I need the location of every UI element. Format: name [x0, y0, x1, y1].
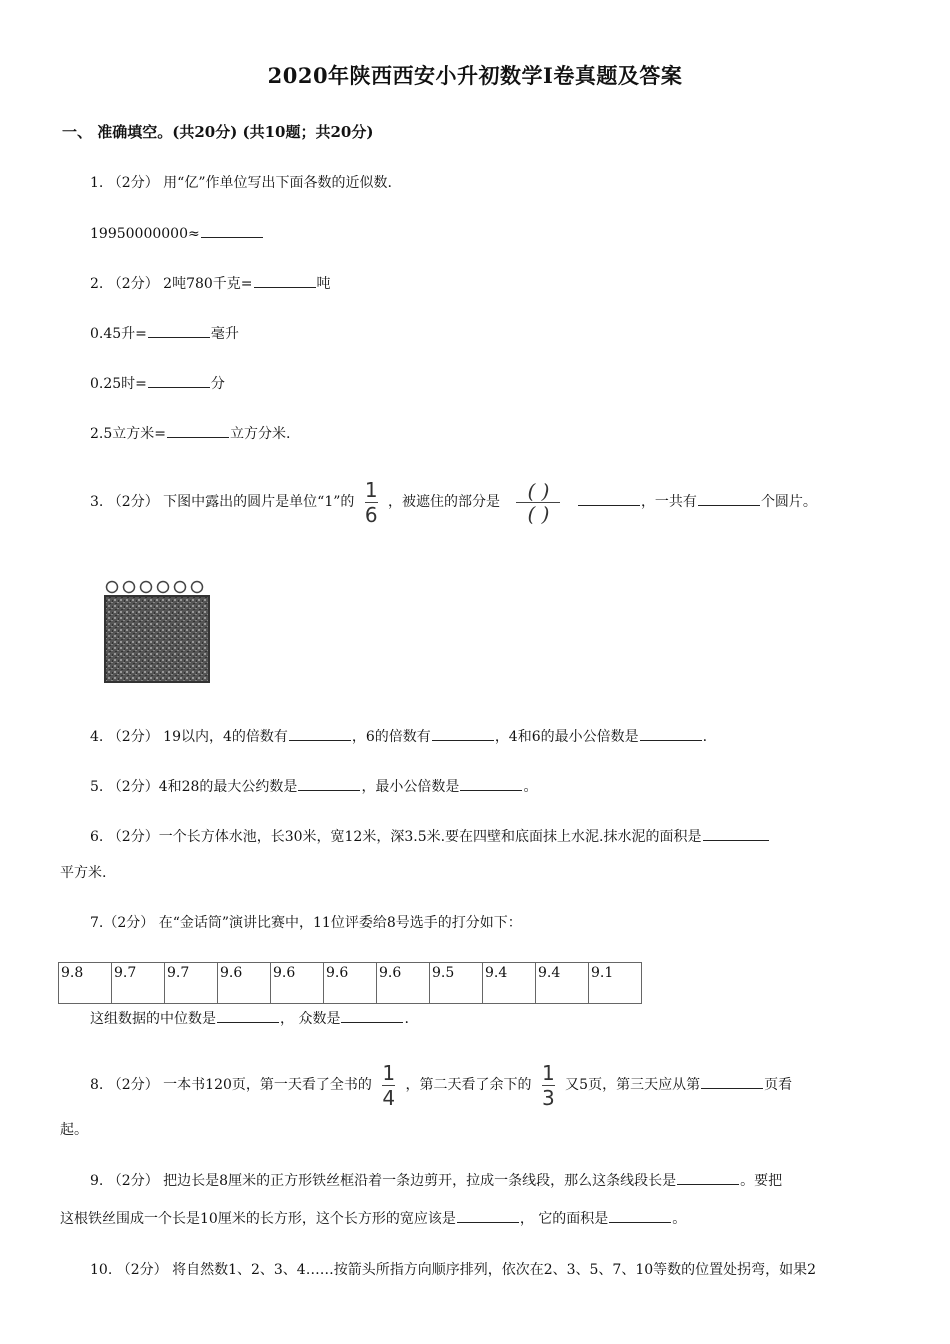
unit-label: 毫升 — [210, 326, 239, 342]
question-8-text-4: 页看 — [764, 1077, 793, 1093]
question-2-item-4 — [90, 423, 290, 444]
answer-blank[interactable] — [640, 726, 702, 741]
question-7-text-2: 这组数据的中位数是 — [90, 1011, 216, 1027]
disc — [175, 582, 186, 593]
question-6 — [90, 826, 770, 847]
question-1-item — [90, 223, 264, 244]
question-7-text: 7.（2分） 在“金话筒”演讲比赛中，11位评委给8号选手的打分如下： — [90, 915, 522, 931]
question-1-number: 19950000000≈ — [90, 226, 200, 242]
question-2-item-1 — [90, 273, 331, 294]
unit-label: 吨 — [316, 276, 331, 292]
question-3-text-2: ，被遮住的部分是 — [388, 494, 501, 510]
score-cell: 9.6 — [377, 963, 430, 1004]
question-6-text: 6. （2分）一个长方体水池，长30米，宽12米，深3.5米.要在四壁和底面抹上水泥.抹水泥的面积是 — [90, 829, 702, 845]
answer-blank[interactable] — [298, 776, 360, 791]
question-8 — [90, 1061, 792, 1109]
answer-blank[interactable] — [201, 223, 263, 238]
question-4-text-3: ，4和6的最小公倍数是 — [494, 729, 639, 745]
question-8-continuation: 起。 — [60, 1122, 88, 1138]
disc — [158, 582, 169, 593]
section-heading: 一、 准确填空。(共20分) (共10题；共20分) — [62, 123, 374, 141]
score-cell: 9.8 — [59, 963, 112, 1004]
question-7-text-3: ， 众数是 — [280, 1011, 341, 1027]
question-3-text-3: ，一共有 — [640, 494, 697, 510]
question-3 — [90, 478, 817, 526]
question-5-text: 5. （2分）4和28的最大公约数是 — [90, 779, 298, 795]
question-2-item-2 — [90, 323, 239, 344]
question-10-text: 10. （2分） 将自然数1、2、3、4……按箭头所指方向顺序排列，依次在2、3、5、7、10等数的位置处拐弯，如果2 — [90, 1262, 817, 1278]
question-3-text: 3. （2分） 下图中露出的圆片是单位“1”的 — [90, 494, 355, 510]
answer-blank[interactable] — [457, 1208, 519, 1223]
question-1-text: 1. （2分） 用“亿”作单位写出下面各数的近似数. — [90, 175, 392, 191]
question-9-text-3: 这根铁丝围成一个长是10厘米的长方形，这个长方形的宽应该是 — [60, 1211, 456, 1227]
disc — [124, 582, 135, 593]
question-8-text-2: ，第二天看了余下的 — [405, 1077, 532, 1093]
answer-blank[interactable] — [677, 1170, 739, 1185]
question-2-text-2: 0.45升= — [90, 326, 147, 342]
question-2-text-1: 2. （2分） 2吨780千克= — [90, 276, 253, 292]
question-5-text-2: ，最小公倍数是 — [361, 779, 460, 795]
answer-blank[interactable] — [148, 373, 210, 388]
question-2-text-3: 0.25时= — [90, 376, 147, 392]
answer-blank[interactable] — [578, 491, 640, 506]
unit-label: 分 — [210, 376, 225, 392]
question-8-text: 8. （2分） 一本书120页，第一天看了全书的 — [90, 1077, 372, 1093]
question-4-text-2: ，6的倍数有 — [351, 729, 431, 745]
question-9-text-2: 。要把 — [740, 1173, 783, 1189]
question-4-text-4: . — [702, 729, 708, 745]
question-3-text-4: 个圆片。 — [760, 494, 817, 510]
page-title: 2020年陕西西安小升初数学Ⅰ卷真题及答案 — [267, 63, 683, 88]
question-9-line-2 — [60, 1208, 686, 1229]
answer-blank[interactable] — [698, 491, 760, 506]
answer-blank[interactable] — [460, 776, 522, 791]
disc — [192, 582, 203, 593]
score-cell: 9.7 — [112, 963, 165, 1004]
question-2-item-3 — [90, 373, 225, 394]
answer-blank[interactable] — [148, 323, 210, 338]
answer-blank[interactable] — [703, 826, 769, 841]
fraction-one-third: $\frac{1}{3}$ — [541, 1060, 555, 1110]
disc — [107, 582, 118, 593]
score-cell: 9.7 — [165, 963, 218, 1004]
question-5-text-3: 。 — [523, 779, 538, 795]
question-9-text-4: ， 它的面积是 — [519, 1211, 609, 1227]
covered-discs-figure — [102, 575, 216, 685]
question-4-text: 4. （2分） 19以内，4的倍数有 — [90, 729, 288, 745]
unit-label: 立方分米. — [230, 426, 291, 442]
score-table — [58, 962, 642, 1004]
cover-rectangle — [105, 596, 209, 682]
question-9-text: 9. （2分） 把边长是8厘米的正方形铁丝框沿着一条边剪开，拉成一条线段，那么这条线段长是 — [90, 1173, 677, 1189]
question-7-answer — [90, 1008, 409, 1029]
question-5 — [90, 776, 537, 797]
question-9-text-5: 。 — [672, 1211, 687, 1227]
score-cell: 9.6 — [218, 963, 271, 1004]
question-6-unit: 平方米. — [60, 865, 107, 881]
answer-blank[interactable] — [701, 1074, 763, 1089]
table-row — [59, 963, 642, 1004]
answer-blank[interactable] — [609, 1208, 671, 1223]
question-8-text-3: 又5页，第三天应从第 — [565, 1077, 701, 1093]
question-2-text-4: 2.5立方米= — [90, 426, 166, 442]
fraction-one-sixth: $\frac{1}{6}$ — [364, 477, 378, 527]
answer-blank[interactable] — [432, 726, 494, 741]
answer-blank[interactable] — [217, 1008, 279, 1023]
answer-blank[interactable] — [289, 726, 351, 741]
disc — [141, 582, 152, 593]
blank-fraction[interactable]: $\frac{( )}{( )}$ — [516, 481, 560, 524]
question-4 — [90, 726, 707, 747]
score-cell: 9.5 — [430, 963, 483, 1004]
score-cell: 9.4 — [483, 963, 536, 1004]
answer-blank[interactable] — [341, 1008, 403, 1023]
question-7-text-4: . — [404, 1011, 409, 1027]
score-cell: 9.6 — [324, 963, 377, 1004]
answer-blank[interactable] — [254, 273, 316, 288]
score-cell: 9.1 — [589, 963, 642, 1004]
answer-blank[interactable] — [167, 423, 229, 438]
score-cell: 9.4 — [536, 963, 589, 1004]
score-cell: 9.6 — [271, 963, 324, 1004]
question-9 — [90, 1170, 782, 1191]
fraction-one-quarter: $\frac{1}{4}$ — [382, 1060, 396, 1110]
